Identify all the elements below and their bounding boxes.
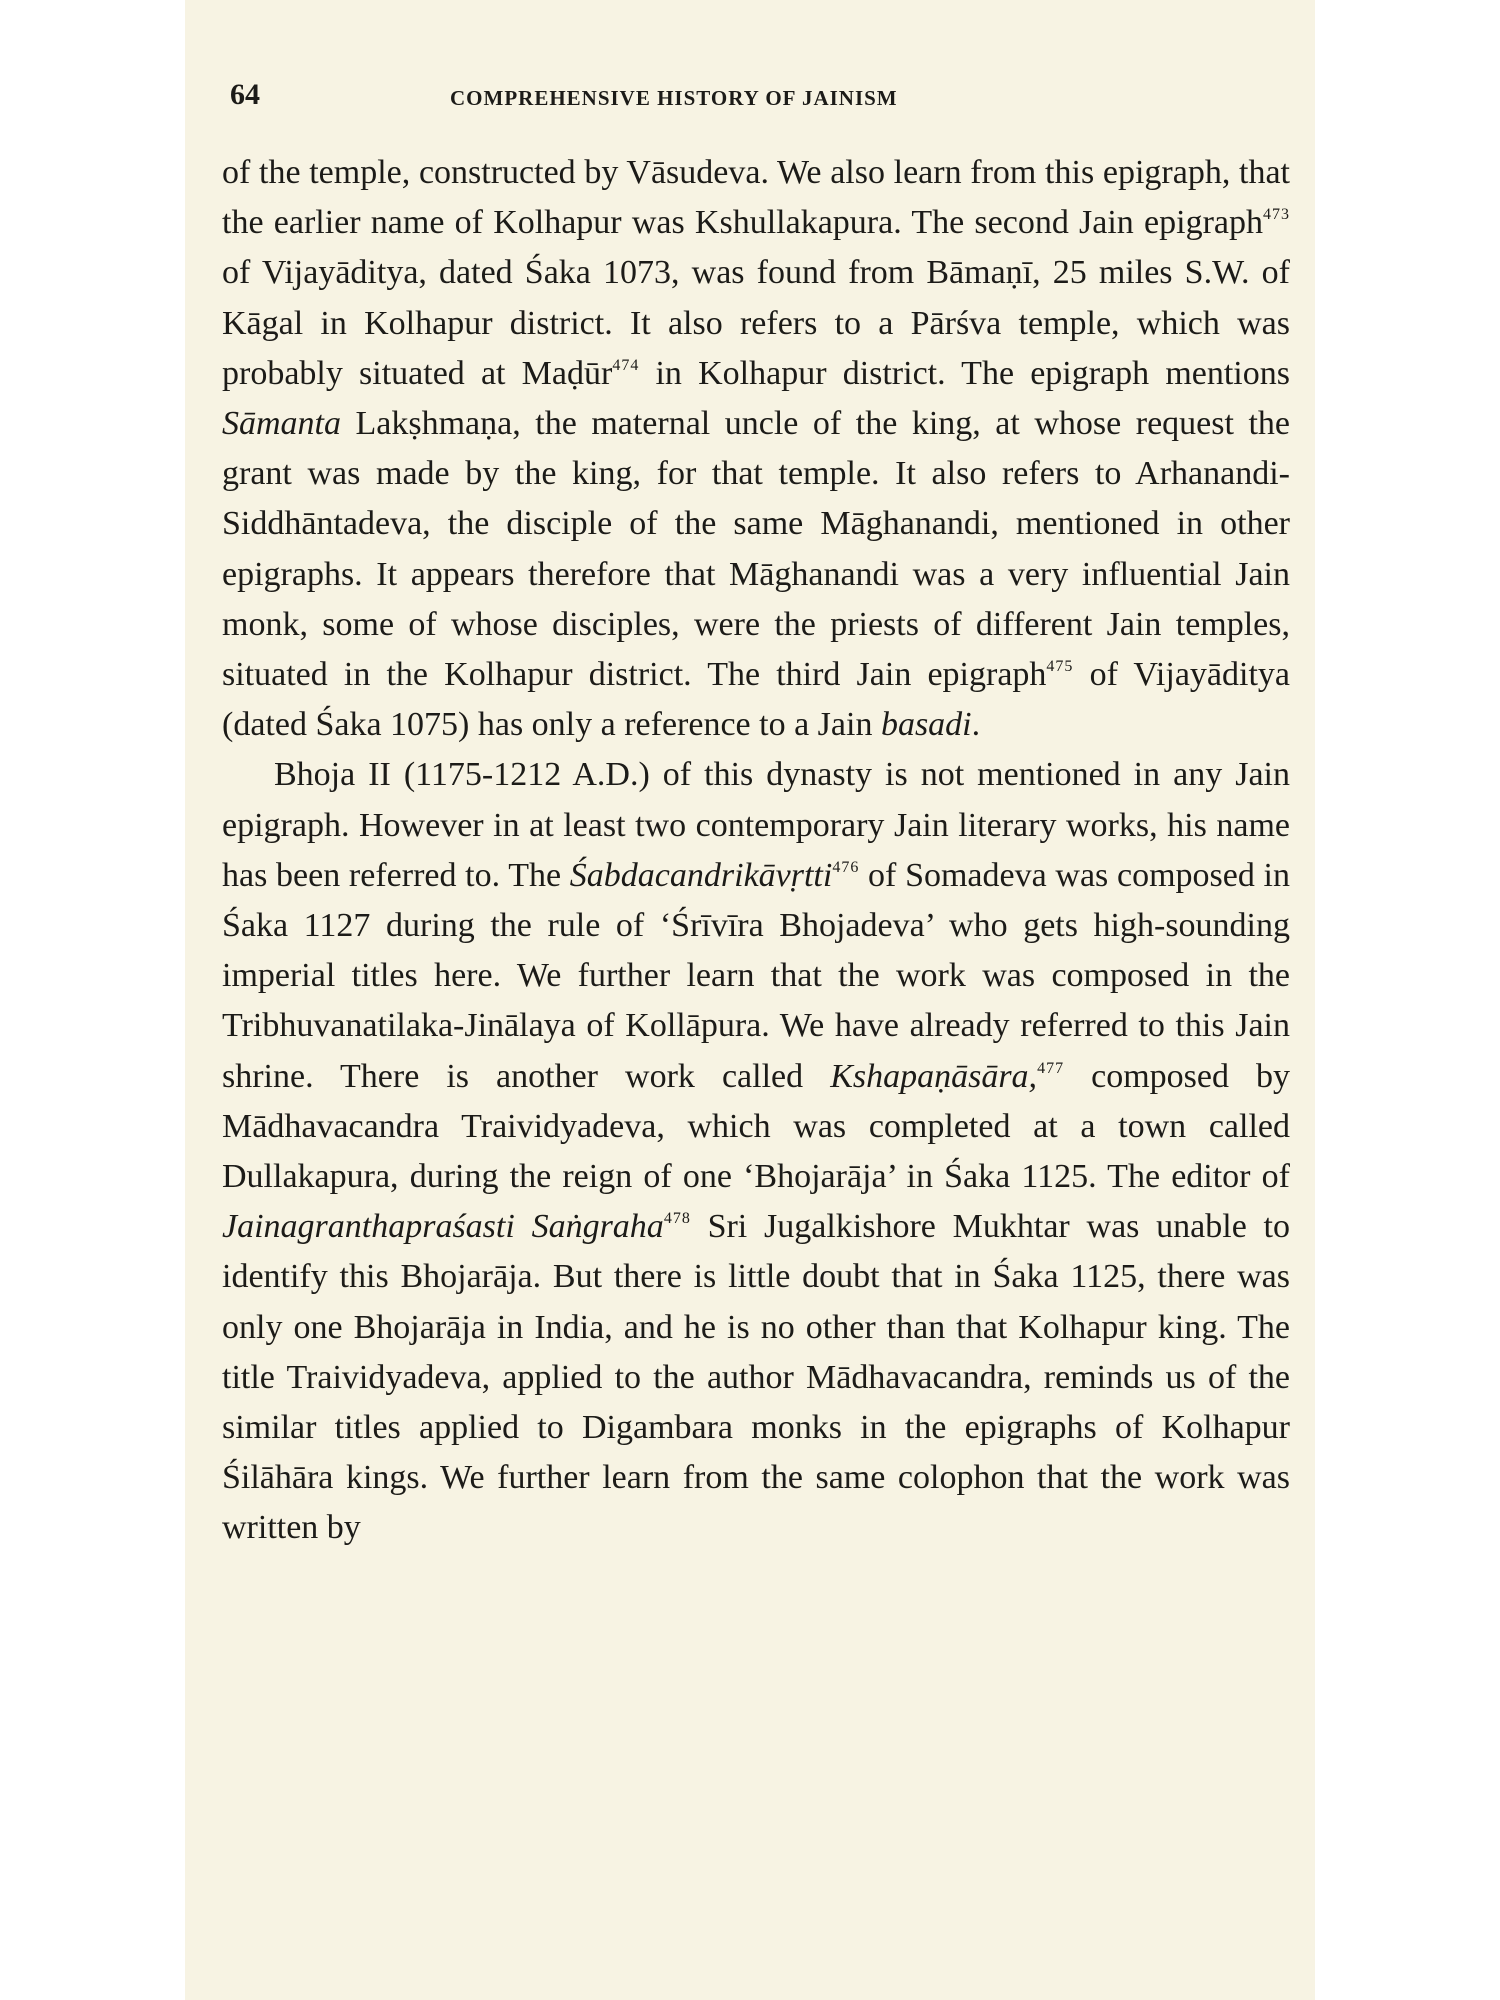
text-run: Sri Jugalkishore Mukhtar was unable to identify this Bhojarāja. But there is little doubt that in Śaka 1125, there was only one Bhojarāja in India, and he is no other than that Kolhapur king. The title Traividyadeva, applied to the author Mādhavacandra, reminds us of the similar titles applied to Digambara monks in the epigraphs of Kolhapur Śilāhāra kings. We further learn from the same colophon that the work was written by (222, 1208, 1290, 1547)
footnote-ref: 473 (1263, 206, 1290, 224)
page-header (230, 78, 1220, 118)
text-run: in Kolhapur district. The epigraph mentions (639, 354, 1290, 392)
text-run: Bhoja II (1175-1212 A.D.) of this dynasty is not mentioned in any Jain epigraph. However in at least two contemporary Jain literary works, his name has been referred to. The (222, 756, 1290, 894)
footnote-ref: 476 (832, 858, 860, 876)
footnote-ref: 477 (1037, 1059, 1065, 1077)
text-run: . (971, 706, 981, 744)
italic-term: Kshapaṇāsāra, (830, 1057, 1038, 1095)
footnote-ref: 478 (663, 1210, 691, 1228)
italic-term: basadi (880, 706, 972, 744)
footnote-ref: 475 (1046, 658, 1074, 676)
paragraph-1 (222, 148, 1290, 750)
text-run: composed by Mādhavacandra Traividyadeva, which was completed at a town called Dullakapura, during the reign of one ‘Bhojarāja’ in Śaka 1125. The editor of (222, 1057, 1291, 1196)
text-run: of Vijayāditya (dated Śaka 1075) has only a reference to a Jain (222, 656, 1290, 744)
paragraph-2 (222, 750, 1290, 1553)
text-run: of Somadeva was composed in Śaka 1127 during the rule of ‘Śrīvīra Bhojadeva’ who gets high-sounding imperial titles here. We further learn that the work was composed in the Tribhuvanatilaka-Jinālaya of Kollāpura. We have already referred to this Jain shrine. There is another work called (222, 856, 1290, 1095)
italic-term: Śabdacandrikāvṛtti (569, 856, 833, 894)
text-run: of Vijayāditya, dated Śaka 1073, was found from Bāmaṇī, 25 miles S.W. of Kāgal in Kolhapur district. It also refers to a Pārśva temple, which was probably situated at Maḍūr (222, 254, 1290, 392)
italic-term: Sāmanta (222, 405, 341, 443)
running-title: COMPREHENSIVE HISTORY OF JAINISM (450, 86, 898, 110)
page-number: 64 (230, 78, 260, 111)
italic-term: Jainagranthapraśasti Saṅgraha (222, 1208, 664, 1246)
body-text (222, 148, 1290, 1554)
text-run: Lakṣhmaṇa, the maternal uncle of the king, at whose request the grant was made by the king, for that temple. It also refers to Arhanandi-Siddhāntadeva, the disciple of the same Māghanandi, mentioned in other epigraphs. It appears therefore that Māghanandi was a very influential Jain monk, some of whose disciples, were the priests of different Jain temples, situated in the Kolhapur district. The third Jain epigraph (222, 405, 1290, 694)
footnote-ref: 474 (612, 356, 640, 374)
text-run: of the temple, constructed by Vāsudeva. We also learn from this epigraph, that the earlier name of Kolhapur was Kshullakapura. The second Jain epigraph (222, 154, 1290, 242)
